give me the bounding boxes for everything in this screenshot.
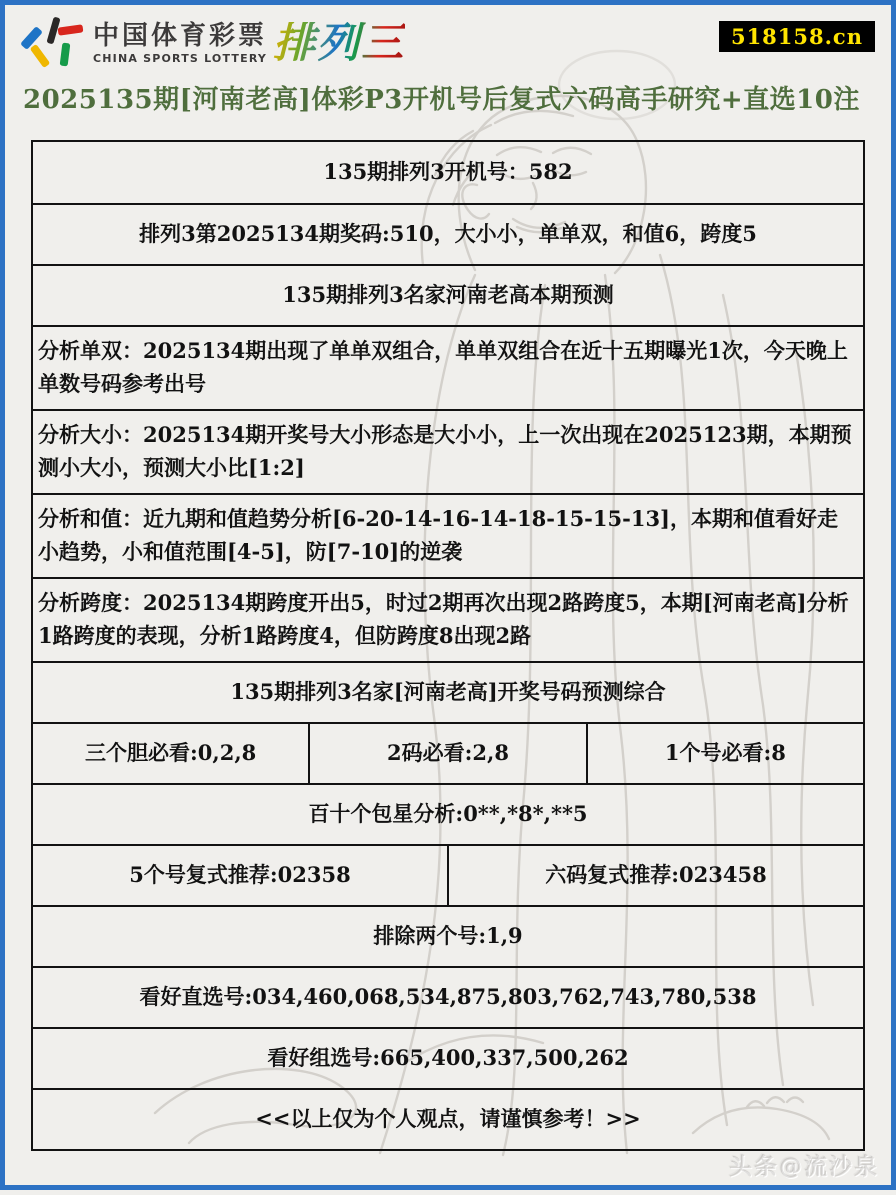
cell-five-number-fushi: 5个号复式推荐:02358 <box>129 862 351 888</box>
row-analysis-sum-value: 分析和值：近九期和值趋势分析[6-20-14-16-14-18-15-15-13]，本期和值看好走小趋势，小和值范围[4-5]，防[7-10]的逆袭 <box>33 493 863 577</box>
page-title: 2025135期[河南老高]体彩P3开机号后复式六码高手研究+直选10注 <box>23 85 860 115</box>
sports-lottery-pinwheel-icon <box>25 17 83 69</box>
logo-bar-yellow <box>30 44 51 68</box>
row-analysis-big-small: 分析大小：2025134期开奖号大小形态是大小小，上一次出现在2025123期，本期预测小大小，预测大小比[1:2] <box>33 409 863 493</box>
cell-one-number: 1个号必看:8 <box>586 724 863 783</box>
row-fushi-recommendations <box>33 844 863 905</box>
row-section-header-prediction: 135期排列3名家河南老高本期预测 <box>33 264 863 325</box>
lottery-logo <box>25 17 405 69</box>
brand-name-cn: 中国体育彩票 <box>93 20 268 51</box>
brand-name-en: CHINA SPORTS LOTTERY <box>93 51 268 65</box>
toutiao-watermark: 头条@流沙泉 <box>729 1154 879 1180</box>
row-position-star-analysis: 百十个包星分析:0**,*8*,**5 <box>33 783 863 844</box>
brand-text <box>93 20 268 65</box>
logo-bar-red <box>58 24 84 35</box>
prediction-table <box>31 140 865 1151</box>
row-group-selection-numbers: 看好组选号:665,400,337,500,262 <box>33 1027 863 1088</box>
site-url-badge: 518158.cn <box>719 21 875 52</box>
cell-six-code-fushi: 六码复式推荐:023458 <box>447 846 863 905</box>
row-excluded-numbers: 排除两个号:1,9 <box>33 905 863 966</box>
page-header <box>5 5 891 69</box>
cell-three-dan: 三个胆必看:0,2,8 <box>85 740 257 766</box>
row-jiqi-number: 135期排列3开机号：582 <box>323 159 573 185</box>
row-disclaimer: <<以上仅为个人观点，请谨慎参考！>> <box>33 1088 863 1149</box>
cell-two-code: 2码必看:2,8 <box>308 724 585 783</box>
row-analysis-odd-even: 分析单双：2025134期出现了单单双组合，单单双组合在近十五期曝光1次，今天晚上单数号码参考出号 <box>33 325 863 409</box>
logo-bar-green <box>60 43 71 67</box>
row-analysis-span: 分析跨度：2025134期跨度开出5，时过2期再次出现2路跨度5，本期[河南老高]分析1路跨度的表现，分析1路跨度4，但防跨度8出现2路 <box>33 577 863 661</box>
brand-product-pailie3: 排列三 <box>273 18 406 67</box>
row-must-see-numbers <box>33 722 863 783</box>
row-direct-selection-numbers: 看好直选号:034,460,068,534,875,803,762,743,780,538 <box>33 966 863 1027</box>
row-section-header-summary: 135期排列3名家[河南老高]开奖号码预测综合 <box>33 661 863 722</box>
row-last-draw-result: 排列3第2025134期奖码:510，大小小，单单双，和值6，跨度5 <box>33 203 863 264</box>
